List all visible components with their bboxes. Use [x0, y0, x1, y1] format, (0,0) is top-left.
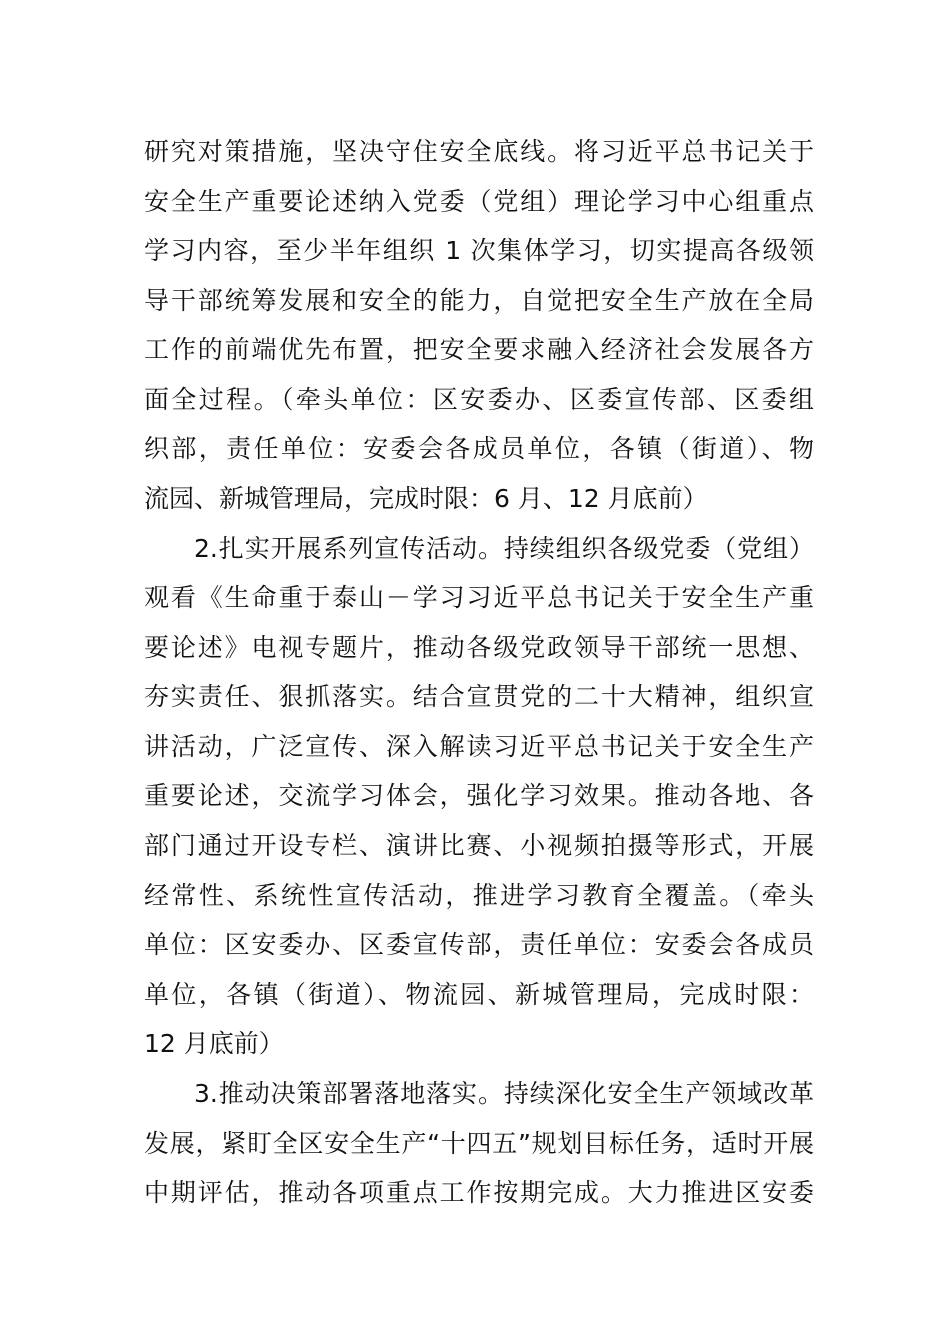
text-line: 部门通过开设专栏、演讲比赛、小视频拍摄等形式，开展 — [144, 831, 814, 860]
paragraph-3-heading-line: 3.推动决策部署落地落实。持续深化安全生产领域改革 — [194, 1079, 814, 1108]
text-line: 夯实责任、狠抓落实。结合宣贯党的二十大精神，组织宣 — [144, 682, 814, 711]
text-line: 要论述》电视专题片，推动各级党政领导干部统一思想、 — [144, 633, 814, 662]
text-line: 发展，紧盯全区安全生产“十四五”规划目标任务，适时开展 — [144, 1129, 814, 1158]
text-line: 面全过程。（牵头单位：区安委办、区委宣传部、区委组 — [144, 385, 814, 414]
text-line: 重要论述，交流学习体会，强化学习效果。推动各地、各 — [144, 781, 814, 810]
text-line: 单位：区安委办、区委宣传部，责任单位：安委会各成员 — [144, 930, 814, 959]
text-line: 流园、新城管理局，完成时限：6 月、12 月底前） — [144, 484, 708, 513]
text-line: 中期评估，推动各项重点工作按期完成。大力推进区安委 — [144, 1178, 814, 1207]
text-line: 安全生产重要论述纳入党委（党组）理论学习中心组重点 — [144, 187, 814, 216]
paragraph-2-heading-line: 2.扎实开展系列宣传活动。持续组织各级党委（党组） — [194, 534, 814, 563]
text-line: 研究对策措施，坚决守住安全底线。将习近平总书记关于 — [144, 137, 814, 166]
text-line: 12 月底前） — [144, 1029, 284, 1058]
text-line: 经常性、系统性宣传活动，推进学习教育全覆盖。（牵头 — [144, 881, 814, 910]
text-line: 工作的前端优先布置，把安全要求融入经济社会发展各方 — [144, 335, 814, 364]
text-line: 单位，各镇（街道）、物流园、新城管理局，完成时限： — [144, 980, 814, 1009]
text-line: 导干部统筹发展和安全的能力，自觉把安全生产放在全局 — [144, 286, 814, 315]
text-line: 观看《生命重于泰山－学习习近平总书记关于安全生产重 — [144, 583, 814, 612]
text-line: 学习内容，至少半年组织 1 次集体学习，切实提高各级领 — [144, 236, 814, 265]
text-line: 讲活动，广泛宣传、深入解读习近平总书记关于安全生产 — [144, 732, 814, 761]
text-line: 织部，责任单位：安委会各成员单位，各镇（街道）、物 — [144, 434, 814, 463]
